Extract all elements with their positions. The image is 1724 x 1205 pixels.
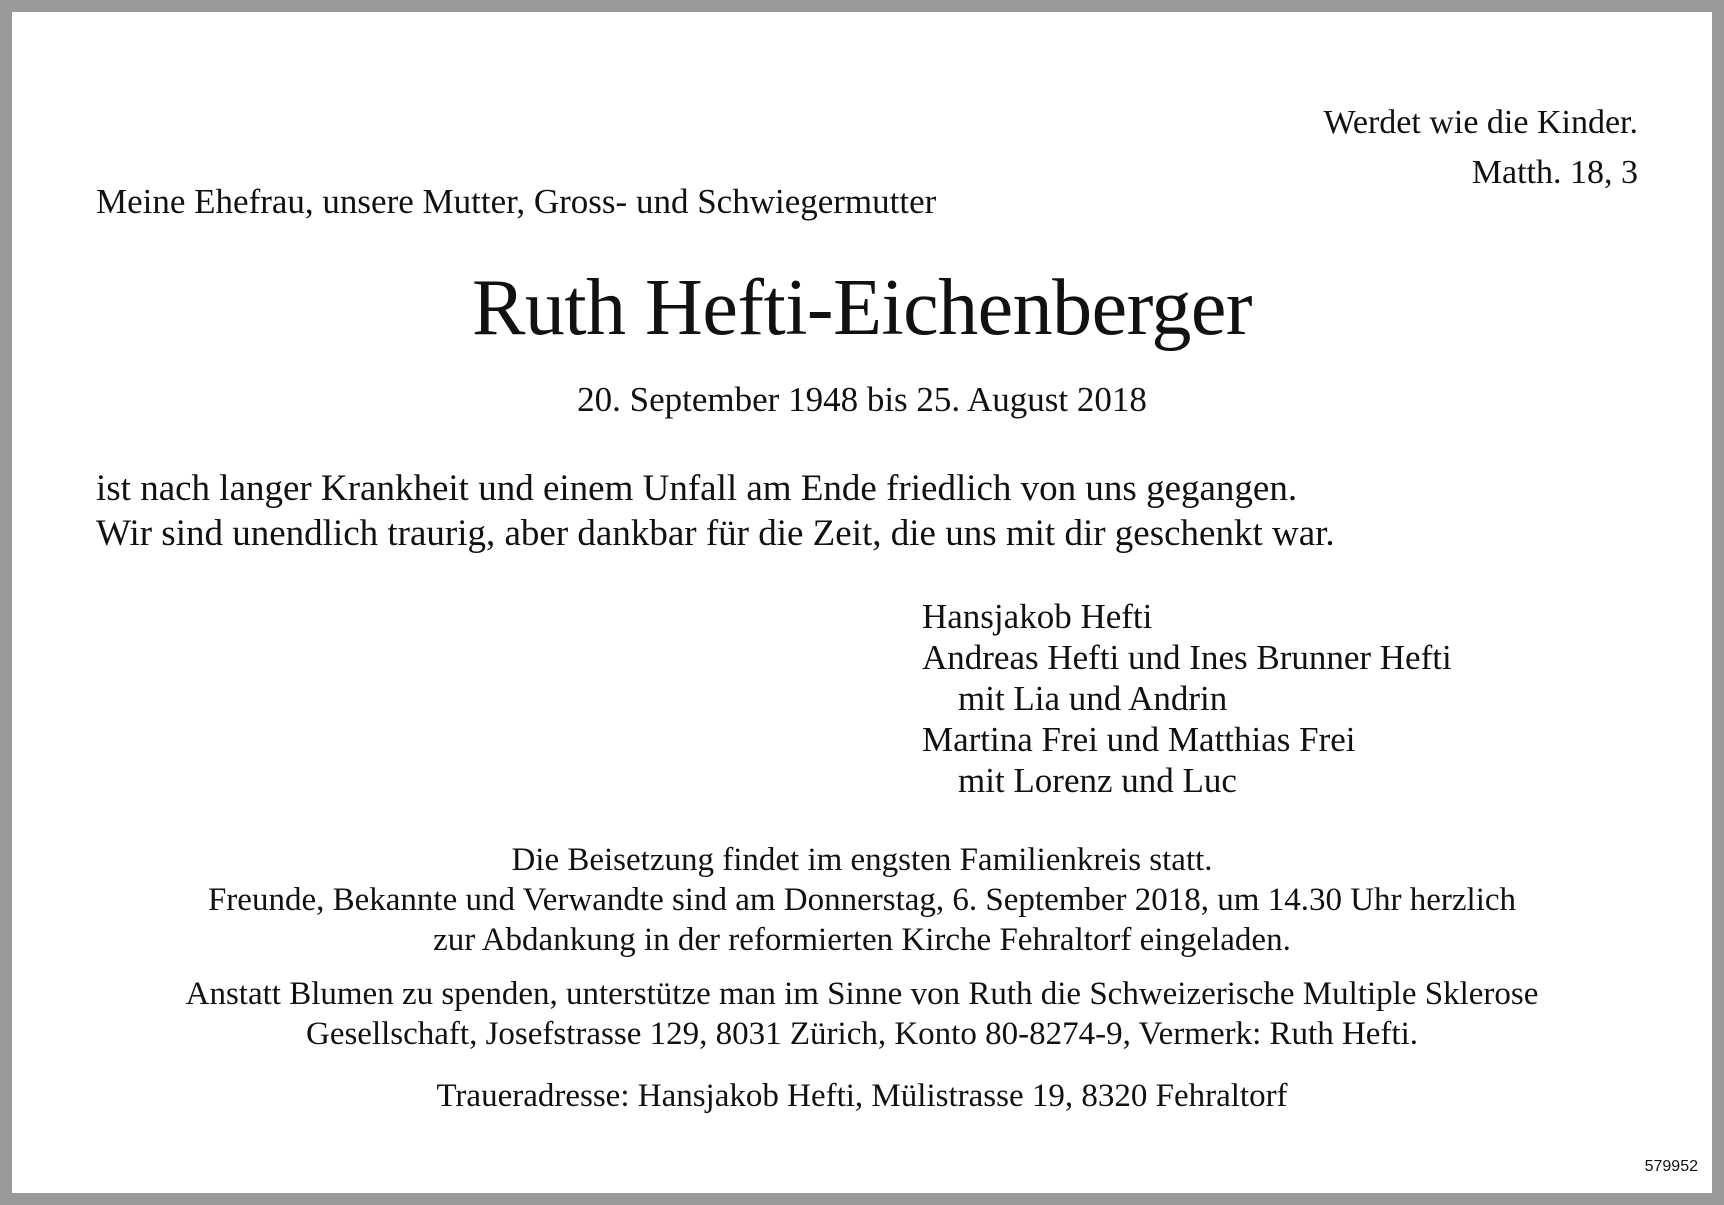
service-line-2: Freunde, Bekannte und Verwandte sind am Donnerstag, 6. September 2018, um 14.30 Uhr herzlich [207, 882, 1517, 918]
reference-number: 579952 [1644, 1158, 1698, 1175]
message-line-2: Wir sind unendlich traurig, aber dankbar für die Zeit, die uns mit dir geschenkt war. [96, 513, 1335, 554]
deceased-name: Ruth Hefti-Eichenberger [471, 264, 1253, 352]
farewell-message [96, 466, 1335, 556]
family-line-2: Andreas Hefti und Ines Brunner Hefti [922, 638, 1452, 677]
life-dates: 20. September 1948 bis 25. August 2018 [577, 380, 1147, 419]
service-information [12, 840, 1712, 960]
obituary-notice [12, 12, 1712, 1193]
family-signatures [922, 596, 1452, 801]
donation-request [12, 974, 1712, 1054]
bible-motto [1324, 98, 1638, 198]
family-line-1: Hansjakob Hefti [922, 597, 1153, 636]
family-line-3: mit Lia und Andrin [958, 679, 1228, 718]
service-line-3: zur Abdankung in der reformierten Kirche Fehraltorf eingeladen. [433, 922, 1291, 958]
donation-line-1: Anstatt Blumen zu spenden, unterstütze man im Sinne von Ruth die Schweizerische Multiple Sklerose [185, 976, 1539, 1012]
donation-line-2: Gesellschaft, Josefstrasse 129, 8031 Zürich, Konto 80-8274-9, Vermerk: Ruth Hefti. [305, 1016, 1418, 1052]
mourning-address: Traueradresse: Hansjakob Hefti, Mülistrasse 19, 8320 Fehraltorf [436, 1078, 1288, 1114]
motto-quote: Werdet wie die Kinder. [1323, 104, 1638, 141]
motto-reference: Matth. 18, 3 [1471, 154, 1638, 191]
family-line-4: Martina Frei und Matthias Frei [922, 720, 1356, 759]
intro-text: Meine Ehefrau, unsere Mutter, Gross- und Schwiegermutter [96, 182, 937, 221]
family-line-5: mit Lorenz und Luc [958, 761, 1237, 800]
service-line-1: Die Beisetzung findet im engsten Familienkreis statt. [511, 842, 1213, 878]
message-line-1: ist nach langer Krankheit und einem Unfall am Ende friedlich von uns gegangen. [96, 468, 1298, 509]
